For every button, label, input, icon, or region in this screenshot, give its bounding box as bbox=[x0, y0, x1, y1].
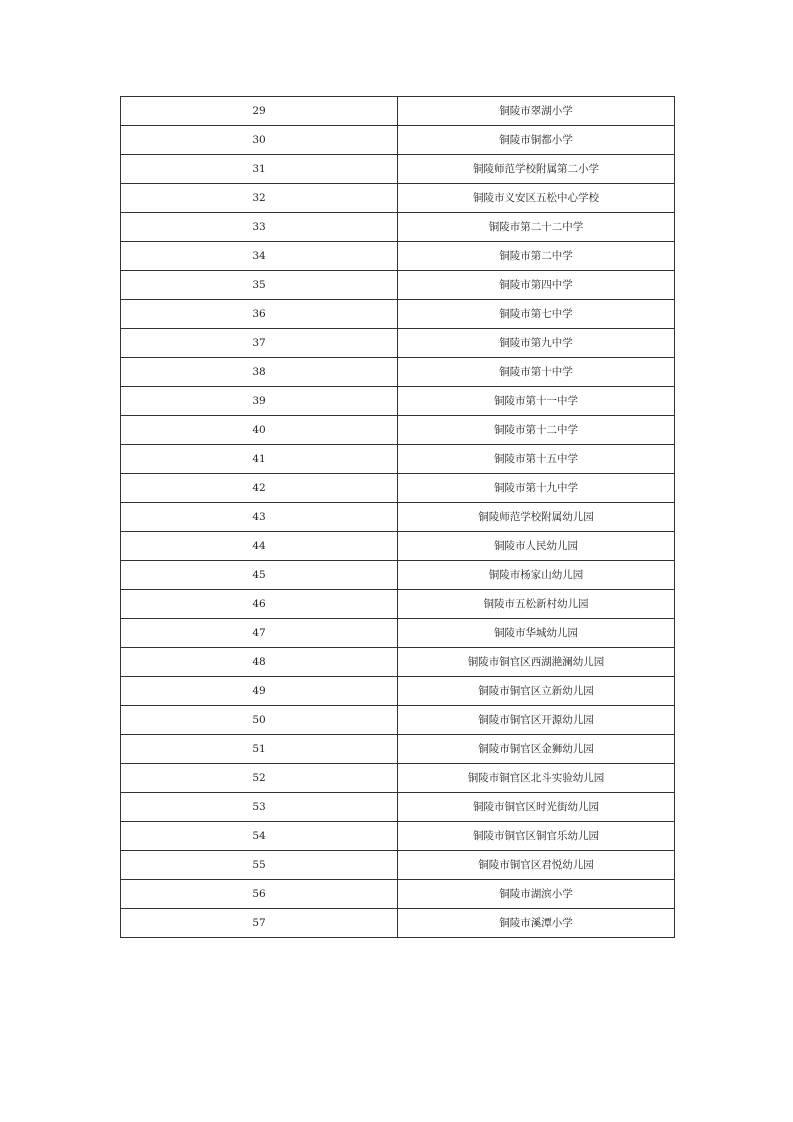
row-number-cell: 45 bbox=[121, 561, 398, 590]
row-number-cell: 38 bbox=[121, 358, 398, 387]
school-name-cell: 铜陵市铜官区立新幼儿园 bbox=[398, 677, 675, 706]
table-row bbox=[121, 184, 675, 213]
row-number-cell: 34 bbox=[121, 242, 398, 271]
row-number-cell: 46 bbox=[121, 590, 398, 619]
table-row bbox=[121, 387, 675, 416]
school-name-cell: 铜陵市铜都小学 bbox=[398, 126, 675, 155]
row-number-cell: 55 bbox=[121, 851, 398, 880]
school-list-table bbox=[120, 96, 675, 938]
row-number-cell: 51 bbox=[121, 735, 398, 764]
row-number-cell: 44 bbox=[121, 532, 398, 561]
table-row bbox=[121, 416, 675, 445]
row-number-cell: 50 bbox=[121, 706, 398, 735]
table-row bbox=[121, 213, 675, 242]
table-row bbox=[121, 648, 675, 677]
row-number-cell: 43 bbox=[121, 503, 398, 532]
row-number-cell: 36 bbox=[121, 300, 398, 329]
school-name-cell: 铜陵市第十五中学 bbox=[398, 445, 675, 474]
school-name-cell: 铜陵师范学校附属第二小学 bbox=[398, 155, 675, 184]
school-name-cell: 铜陵市第四中学 bbox=[398, 271, 675, 300]
table-row bbox=[121, 822, 675, 851]
school-name-cell: 铜陵市翠湖小学 bbox=[398, 97, 675, 126]
row-number-cell: 33 bbox=[121, 213, 398, 242]
table-row bbox=[121, 242, 675, 271]
table-row bbox=[121, 97, 675, 126]
row-number-cell: 39 bbox=[121, 387, 398, 416]
row-number-cell: 32 bbox=[121, 184, 398, 213]
row-number-cell: 57 bbox=[121, 909, 398, 938]
school-name-cell: 铜陵市溪潭小学 bbox=[398, 909, 675, 938]
row-number-cell: 42 bbox=[121, 474, 398, 503]
school-name-cell: 铜陵市铜官区开源幼儿园 bbox=[398, 706, 675, 735]
school-name-cell: 铜陵市铜官区铜官乐幼儿园 bbox=[398, 822, 675, 851]
table-row bbox=[121, 532, 675, 561]
row-number-cell: 48 bbox=[121, 648, 398, 677]
school-name-cell: 铜陵市杨家山幼儿园 bbox=[398, 561, 675, 590]
table-row bbox=[121, 590, 675, 619]
row-number-cell: 49 bbox=[121, 677, 398, 706]
table-row bbox=[121, 445, 675, 474]
school-name-cell: 铜陵市第二十二中学 bbox=[398, 213, 675, 242]
table-row bbox=[121, 619, 675, 648]
table-row bbox=[121, 793, 675, 822]
table-row bbox=[121, 503, 675, 532]
table-row bbox=[121, 735, 675, 764]
row-number-cell: 30 bbox=[121, 126, 398, 155]
table-row bbox=[121, 329, 675, 358]
school-name-cell: 铜陵市五松新村幼儿园 bbox=[398, 590, 675, 619]
table-row bbox=[121, 155, 675, 184]
row-number-cell: 29 bbox=[121, 97, 398, 126]
row-number-cell: 31 bbox=[121, 155, 398, 184]
school-name-cell: 铜陵市第十一中学 bbox=[398, 387, 675, 416]
table-row bbox=[121, 358, 675, 387]
table-row bbox=[121, 677, 675, 706]
school-name-cell: 铜陵市铜官区时光街幼儿园 bbox=[398, 793, 675, 822]
school-name-cell: 铜陵市华城幼儿园 bbox=[398, 619, 675, 648]
row-number-cell: 37 bbox=[121, 329, 398, 358]
school-name-cell: 铜陵市第二中学 bbox=[398, 242, 675, 271]
table-row bbox=[121, 909, 675, 938]
school-name-cell: 铜陵市湖滨小学 bbox=[398, 880, 675, 909]
row-number-cell: 56 bbox=[121, 880, 398, 909]
school-name-cell: 铜陵市第九中学 bbox=[398, 329, 675, 358]
row-number-cell: 53 bbox=[121, 793, 398, 822]
school-name-cell: 铜陵市铜官区君悦幼儿园 bbox=[398, 851, 675, 880]
table-row bbox=[121, 880, 675, 909]
row-number-cell: 47 bbox=[121, 619, 398, 648]
table-row bbox=[121, 126, 675, 155]
row-number-cell: 54 bbox=[121, 822, 398, 851]
table-row bbox=[121, 271, 675, 300]
school-name-cell: 铜陵市第十二中学 bbox=[398, 416, 675, 445]
row-number-cell: 35 bbox=[121, 271, 398, 300]
school-name-cell: 铜陵市第十中学 bbox=[398, 358, 675, 387]
school-name-cell: 铜陵市铜官区北斗实验幼儿园 bbox=[398, 764, 675, 793]
table-row bbox=[121, 474, 675, 503]
school-name-cell: 铜陵市第七中学 bbox=[398, 300, 675, 329]
school-name-cell: 铜陵市铜官区西湖滟澜幼儿园 bbox=[398, 648, 675, 677]
table-row bbox=[121, 300, 675, 329]
table-row bbox=[121, 764, 675, 793]
school-name-cell: 铜陵师范学校附属幼儿园 bbox=[398, 503, 675, 532]
table-row bbox=[121, 706, 675, 735]
row-number-cell: 41 bbox=[121, 445, 398, 474]
table-row bbox=[121, 561, 675, 590]
school-name-cell: 铜陵市第十九中学 bbox=[398, 474, 675, 503]
table-body bbox=[121, 97, 675, 938]
school-name-cell: 铜陵市铜官区金狮幼儿园 bbox=[398, 735, 675, 764]
table-row bbox=[121, 851, 675, 880]
school-name-cell: 铜陵市人民幼儿园 bbox=[398, 532, 675, 561]
row-number-cell: 52 bbox=[121, 764, 398, 793]
school-name-cell: 铜陵市义安区五松中心学校 bbox=[398, 184, 675, 213]
row-number-cell: 40 bbox=[121, 416, 398, 445]
